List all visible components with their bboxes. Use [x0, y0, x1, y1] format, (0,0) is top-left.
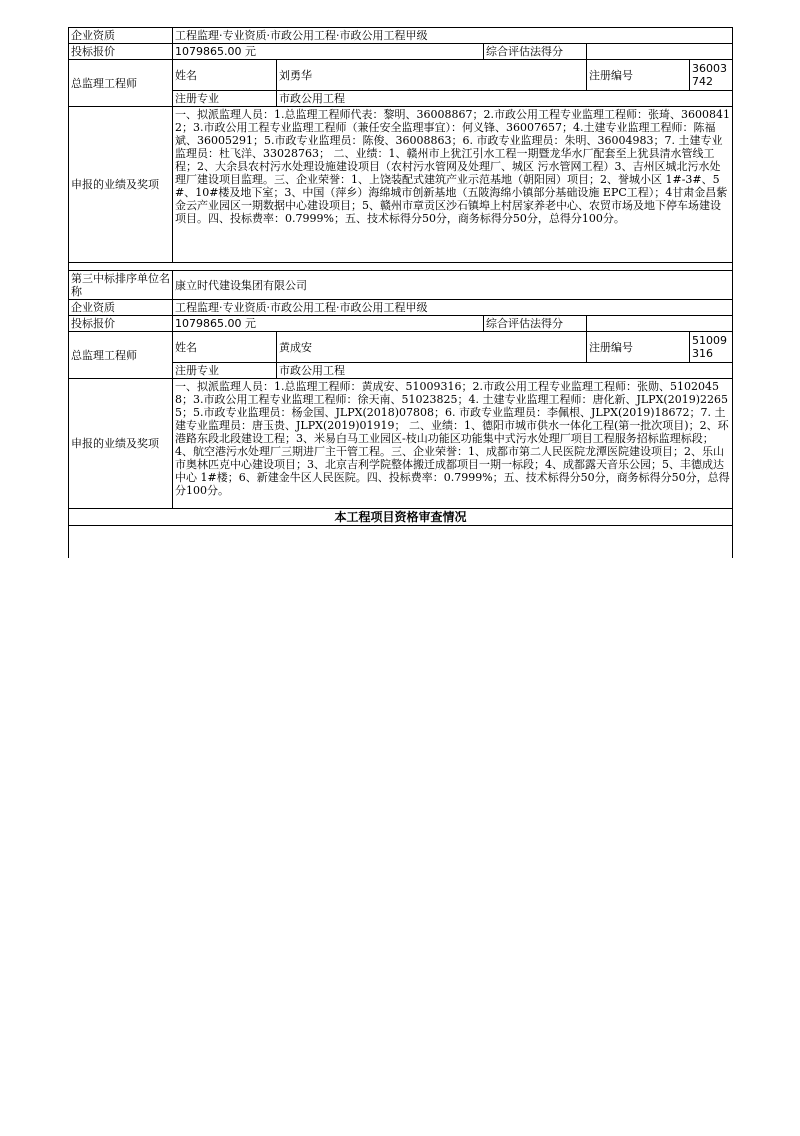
reg-no-label: 注册编号 — [587, 332, 690, 363]
table-row — [69, 509, 733, 526]
major-value: 市政公用工程 — [277, 91, 733, 107]
major-label: 注册专业 — [173, 91, 277, 107]
table-row — [69, 379, 733, 509]
score-label: 综合评估法得分 — [484, 316, 587, 332]
table-row — [69, 28, 733, 44]
name-label: 姓名 — [173, 60, 277, 91]
qualification-value: 工程监理·专业资质·市政公用工程·市政公用工程甲级 — [173, 28, 733, 44]
section-heading: 本工程项目资格审查情况 — [69, 509, 733, 526]
qualification-value: 工程监理·专业资质·市政公用工程·市政公用工程甲级 — [173, 300, 733, 316]
score-label: 综合评估法得分 — [484, 44, 587, 60]
performance-value: 一、拟派监理人员：1.总监理工程师：黄成安、51009316；2.市政公用工程专业监理工程师：张勋、51020458；3.市政公用工程专业监理工程师：徐天南、51023825；4. 土建专业监理工程师：唐化新、JLPX(2019)22655；5.市政专业监理员：杨金国、JLPX(2018)07808；6. 市政专业监理员：李佩根、JLPX(2019)18672；7. 土建专业监理员：唐玉贵、JLPX(2019)01919； 二、业绩：1、德阳市城市供水一体化工程(第一批次项目)；2、环港路东段北段建设工程；3、米易白马工业园区-枝山功能区功能集中式污水处理厂项目工程服务招标监理标段；4、航空港污水处理厂三期进厂主干管工程。三、企业荣誉：1、成都市第二人民医院龙潭医院建设项目；2、乐山市奥林匹克中心建设项目；3、北京吉利学院整体搬迁成都项目一期一标段；4、成都露天音乐公园；5、丰德成达中心 1#楼；6、新建金牛区人民医院。四、投标费率：0.7999%；五、技术标得分50分，商务标得分50分，总得分100分。 — [173, 379, 733, 509]
bid-result-table — [68, 27, 733, 558]
qualification-label: 企业资质 — [69, 28, 173, 44]
name-value: 刘勇华 — [277, 60, 587, 91]
blank-row — [69, 526, 733, 559]
reg-no-value: 51009316 — [690, 332, 733, 363]
spacer-row — [69, 263, 733, 271]
chief-engineer-label: 总监理工程师 — [69, 60, 173, 107]
rank-label: 第三中标排序单位名称 — [69, 271, 173, 300]
table-row — [69, 263, 733, 271]
score-value — [587, 44, 733, 60]
reg-no-value: 36003742 — [690, 60, 733, 91]
table-row — [69, 271, 733, 300]
table-row — [69, 316, 733, 332]
reg-no-label: 注册编号 — [587, 60, 690, 91]
score-value — [587, 316, 733, 332]
bid-price-label: 投标报价 — [69, 316, 173, 332]
table-row — [69, 526, 733, 559]
qualification-label: 企业资质 — [69, 300, 173, 316]
table-row — [69, 44, 733, 60]
chief-engineer-label: 总监理工程师 — [69, 332, 173, 379]
performance-label: 申报的业绩及奖项 — [69, 107, 173, 263]
bid-price-label: 投标报价 — [69, 44, 173, 60]
name-label: 姓名 — [173, 332, 277, 363]
major-label: 注册专业 — [173, 363, 277, 379]
table-row — [69, 107, 733, 263]
bid-price-value: 1079865.00 元 — [173, 316, 484, 332]
performance-label: 申报的业绩及奖项 — [69, 379, 173, 509]
table-row — [69, 60, 733, 91]
table-row — [69, 332, 733, 363]
major-value: 市政公用工程 — [277, 363, 733, 379]
name-value: 黄成安 — [277, 332, 587, 363]
bid-price-value: 1079865.00 元 — [173, 44, 484, 60]
rank-value: 康立时代建设集团有限公司 — [173, 271, 733, 300]
table-row — [69, 300, 733, 316]
performance-value: 一、拟派监理人员：1.总监理工程师代表：黎明、36008867；2.市政公用工程专业监理工程师：张琦、36008412；3.市政公用工程专业监理工程师（兼任安全监理事宜）：何义锋、36007657；4.土建专业监理工程师：陈福斌、36005291；5.市政专业监理员：陈俊、36008863；6. 市政专业监理员：朱明、36004983；7. 土建专业监理员：杜飞洋、33028763； 二、业绩：1、赣州市上犹江引水工程一期暨龙华水厂配套至上犹县清水管线工程；2、大余县农村污水处理设施建设项目（农村污水管网及处理厂、城区 污水管网工程）3、吉州区城北污水处理厂建设项目监理。三、企业荣誉：1、上饶装配式建筑产业示范基地（朝阳园）项目；2、誉城小区 1#-3#、5#、10#楼及地下室；3、中国（萍乡）海绵城市创新基地（五陂海绵小镇部分基础设施 EPC工程）；4甘肃金昌紫金云产业园区一期数据中心建设项目；5、赣州市章贡区沙石镇埠上村居家养老中心、农贸市场及地下停车场建设项目。四、投标费率：0.7999%；五、技术标得分50分，商务标得分50分，总得分100分。 — [173, 107, 733, 263]
